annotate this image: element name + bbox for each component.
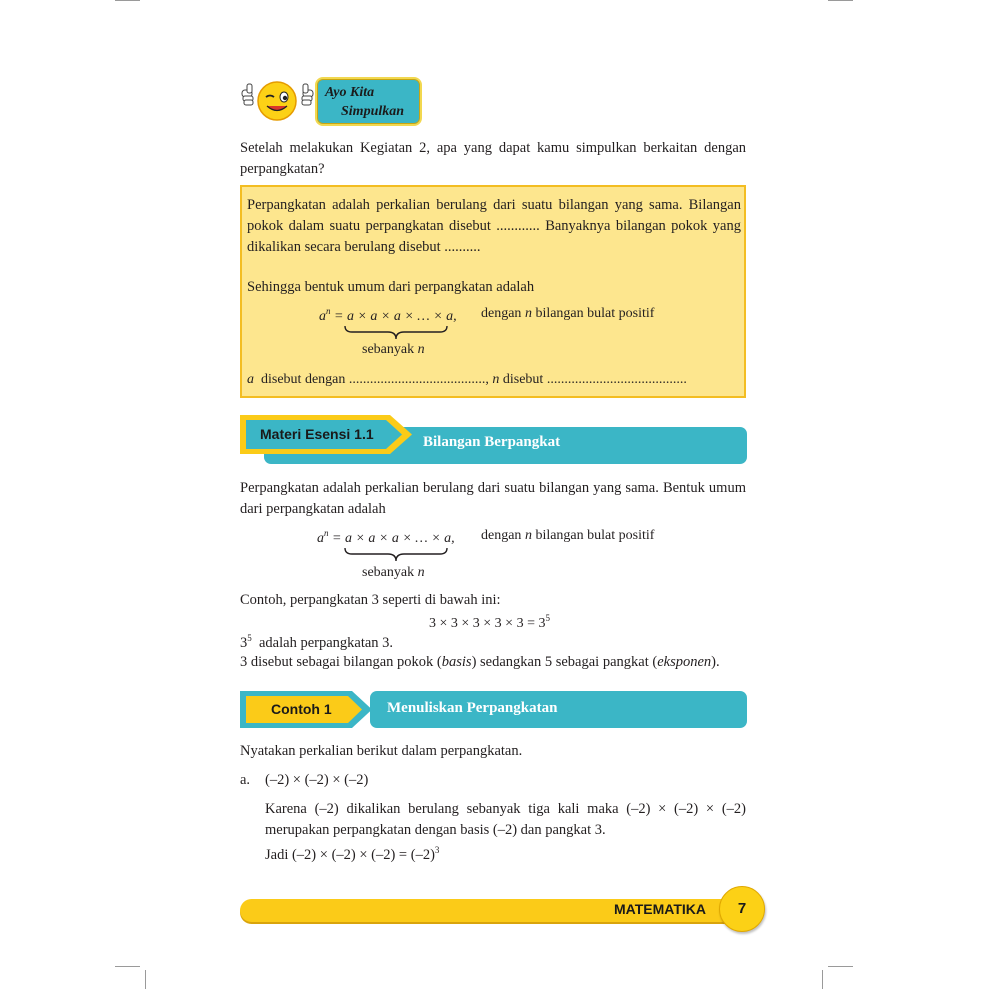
underbrace	[344, 547, 448, 563]
box-formula-condition: dengan n bilangan bulat positif	[481, 306, 655, 321]
footer-subject: MATEMATIKA	[614, 901, 707, 917]
item-label: a.	[240, 772, 251, 788]
box-fill-in-line: a disebut dengan ......................................., n disebut ........................................	[247, 372, 687, 387]
materi-general-formula: $a^n = a \times a \times a$ × … × a,	[317, 528, 455, 546]
example-expression: $3 \times 3 \times 3 \times 3 \times 3 = 3^5$	[429, 613, 550, 631]
conclusion-question: Setelah melakukan Kegiatan 2, apa yang dapat kamu simpulkan berkaitan dengan perpangkatan?	[240, 140, 746, 177]
contoh-instruction: Nyatakan perkalian berikut dalam perpangkatan.	[240, 743, 523, 759]
formula-base: a	[319, 309, 326, 324]
item-explanation: Karena (–2) dikalikan berulang sebanyak tiga kali maka (–2) × (–2) × (–2) merupakan perpangkatan dengan basis (–2) dan pangkat 3.	[265, 801, 746, 838]
crop-mark	[145, 970, 146, 989]
crop-mark	[115, 966, 140, 967]
item-result: Jadi $(-2) \times (-2) \times (-2) = (-2)^3$	[265, 845, 440, 863]
winking-face-thumbs-up-icon	[240, 78, 315, 122]
formula-rhs: = a × a × a × … × a,	[330, 309, 457, 324]
formula-exponent: n	[326, 306, 331, 316]
conclusion-box	[240, 185, 746, 398]
ayo-line-2: Simpulkan	[341, 104, 405, 119]
page-number: 7	[737, 900, 747, 917]
materi-formula-condition: dengan n bilangan bulat positif	[481, 528, 655, 543]
materi-tag-label: Materi Esensi 1.1	[260, 426, 374, 442]
contoh-intro: Contoh, perpangkatan 3 seperti di bawah ini:	[240, 592, 501, 608]
materi-title: Bilangan Berpangkat	[423, 434, 561, 450]
item-expression: (–2) × (–2) × (–2)	[265, 772, 369, 788]
ayo-line-1: Ayo Kita	[325, 85, 375, 100]
materi-brace-label: sebanyak n	[362, 565, 425, 580]
ayo-kita-simpulkan-label	[315, 77, 422, 126]
underbrace	[344, 325, 448, 341]
box-brace-label: sebanyak n	[362, 342, 425, 357]
crop-mark	[822, 970, 823, 989]
power-statement: $3^5$ adalah perpangkatan 3.	[240, 633, 394, 651]
contoh-title: Menuliskan Perpangkatan	[387, 700, 558, 716]
crop-mark	[115, 0, 140, 1]
materi-paragraph: Perpangkatan adalah perkalian berulang dari suatu bilangan yang sama. Bentuk umum dari perpangkatan adalah	[240, 480, 746, 517]
box-general-formula	[319, 306, 457, 325]
basis-exponent-statement: 3 disebut sebagai bilangan pokok (basis) sedangkan 5 sebagai pangkat (eksponen).	[240, 654, 720, 670]
box-paragraph-1: Perpangkatan adalah perkalian berulang dari suatu bilangan yang sama. Bilangan pokok dalam suatu perpangkatan disebut ............ Banyaknya bilangan pokok yang dikalikan secara berulang disebut ..........	[247, 197, 741, 255]
contoh-tag-label: Contoh 1	[271, 701, 332, 717]
box-paragraph-2: Sehingga bentuk umum dari perpangkatan adalah	[247, 279, 535, 295]
crop-mark	[828, 0, 853, 1]
crop-mark	[828, 966, 853, 967]
